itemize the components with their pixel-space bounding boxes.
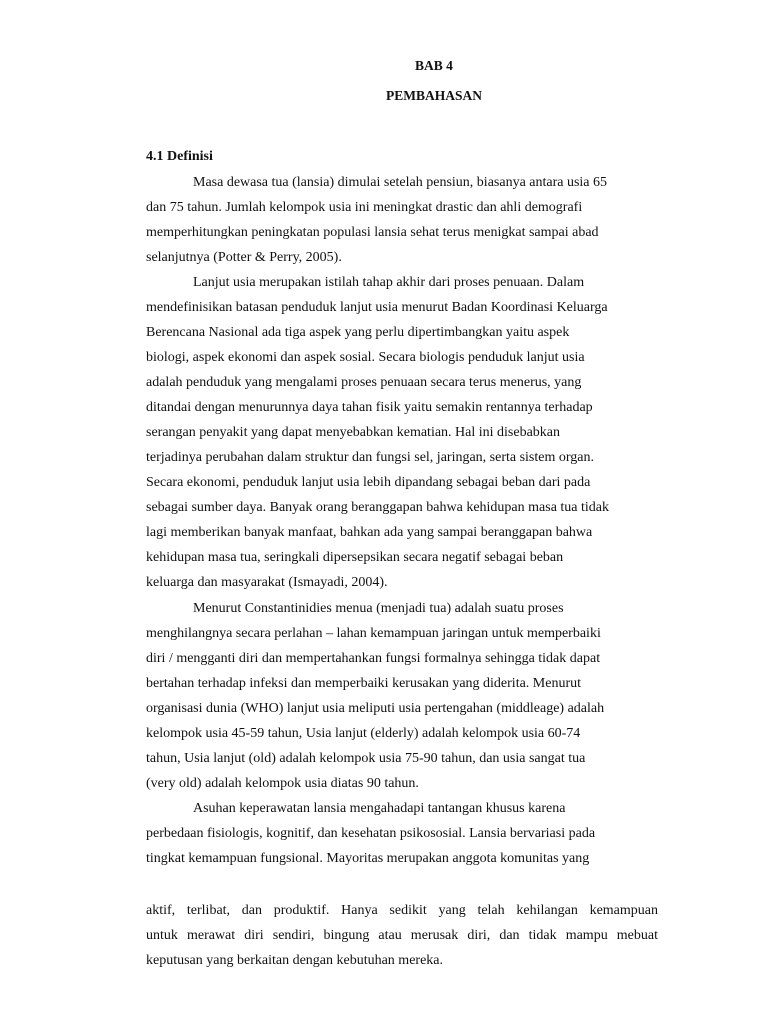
paragraph-line: aktif, terlibat, dan produktif. Hanya sedikit yang telah kehilangan kemampuan xyxy=(146,903,658,918)
paragraph-line: serangan penyakit yang dapat menyebabkan kematian. Hal ini disebabkan xyxy=(146,425,561,440)
paragraph-line: terjadinya perubahan dalam struktur dan fungsi sel, jaringan, serta sistem organ. xyxy=(146,450,594,465)
paragraph-line: Masa dewasa tua (lansia) dimulai setelah pensiun, biasanya antara usia 65 xyxy=(193,175,608,190)
paragraph-line: biologi, aspek ekonomi dan aspek sosial. Secara biologis penduduk lanjut usia xyxy=(146,350,585,365)
paragraph-line: ditandai dengan menurunnya daya tahan fisik yaitu semakin rentannya terhadap xyxy=(146,400,593,415)
paragraph-line: kelompok usia 45-59 tahun, Usia lanjut (elderly) adalah kelompok usia 60-74 xyxy=(146,726,581,741)
paragraph-line: (very old) adalah kelompok usia diatas 90 tahun. xyxy=(146,776,419,791)
paragraph-line: lagi memberikan banyak manfaat, bahkan ada yang sampai beranggapan bahwa xyxy=(146,525,593,540)
paragraph-line: Asuhan keperawatan lansia mengahadapi tantangan khusus karena xyxy=(193,801,566,816)
paragraph-line: keputusan yang berkaitan dengan kebutuhan mereka. xyxy=(146,953,444,968)
paragraph-line: tingkat kemampuan fungsional. Mayoritas merupakan anggota komunitas yang xyxy=(146,851,590,866)
paragraph-line: organisasi dunia (WHO) lanjut usia meliputi usia pertengahan (middleage) adalah xyxy=(146,701,605,716)
paragraph-line: keluarga dan masyarakat (Ismayadi, 2004). xyxy=(146,575,388,590)
paragraph-line: memperhitungkan peningkatan populasi lansia sehat terus menigkat sampai abad xyxy=(146,225,599,240)
paragraph-line: untuk merawat diri sendiri, bingung atau merusak diri, dan tidak mampu mebuat xyxy=(146,928,658,943)
paragraph-line: selanjutnya (Potter & Perry, 2005). xyxy=(146,250,342,265)
paragraph-line: sebagai sumber daya. Banyak orang beranggapan bahwa kehidupan masa tua tidak xyxy=(146,500,609,515)
paragraph-line: mendefinisikan batasan penduduk lanjut usia menurut Badan Koordinasi Keluarga xyxy=(146,300,608,315)
paragraph-line: perbedaan fisiologis, kognitif, dan kesehatan psikososial. Lansia bervariasi pada xyxy=(146,826,596,841)
paragraph-line: dan 75 tahun. Jumlah kelompok usia ini meningkat drastic dan ahli demografi xyxy=(146,200,583,215)
paragraph-line: Berencana Nasional ada tiga aspek yang perlu dipertimbangkan yaitu aspek xyxy=(146,325,570,340)
chapter-label: BAB 4 xyxy=(415,58,453,73)
chapter-title: PEMBAHASAN xyxy=(385,88,482,103)
paragraph-line: diri / mengganti diri dan mempertahankan fungsi formalnya sehingga tidak dapat xyxy=(146,651,601,666)
paragraph-line: Menurut Constantinidies menua (menjadi tua) adalah suatu proses xyxy=(193,601,564,616)
paragraph-line: adalah penduduk yang mengalami proses penuaan secara terus menerus, yang xyxy=(146,375,582,390)
paragraph-line: menghilangnya secara perlahan – lahan kemampuan jaringan untuk memperbaiki xyxy=(146,626,601,641)
paragraph-line: Lanjut usia merupakan istilah tahap akhir dari proses penuaan. Dalam xyxy=(193,275,585,290)
paragraph-line: bertahan terhadap infeksi dan memperbaiki kerusakan yang diderita. Menurut xyxy=(146,676,582,691)
paragraph-line: kehidupan masa tua, seringkali dipersepsikan secara negatif sebagai beban xyxy=(146,550,564,565)
paragraph-line: Secara ekonomi, penduduk lanjut usia lebih dipandang sebagai beban dari pada xyxy=(146,475,591,490)
paragraph-line: tahun, Usia lanjut (old) adalah kelompok usia 75-90 tahun, dan usia sangat tua xyxy=(146,751,586,766)
section-heading: 4.1 Definisi xyxy=(146,149,213,164)
